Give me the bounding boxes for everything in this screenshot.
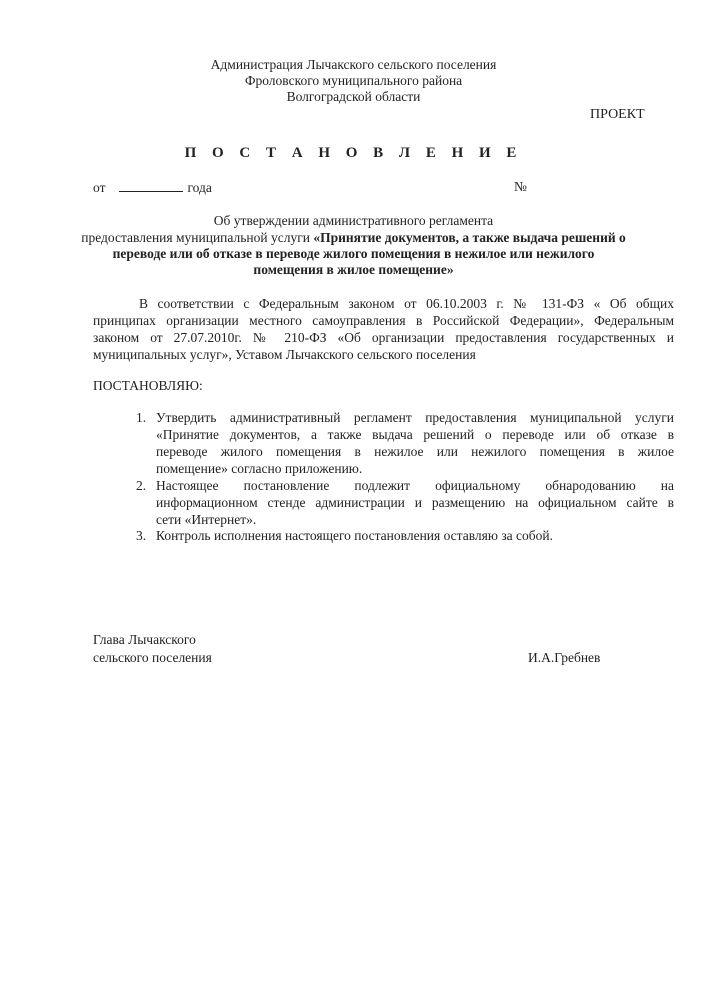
date-year: года: [187, 180, 212, 195]
document-title: П О С Т А Н О В Л Е Н И Е: [184, 145, 523, 161]
date-from: от: [93, 180, 106, 195]
item-line: сети «Интернет».: [156, 512, 257, 527]
subject-line: [0, 230, 707, 246]
item-line: информационном стенде администрации и размещению на официальном сайте в: [156, 495, 674, 510]
item-line: Утвердить административный регламент предоставления муниципальной услуги: [156, 410, 674, 425]
subject-line: помещения в жилое помещение»: [253, 262, 454, 277]
decree-heading: ПОСТАНОВЛЯЮ:: [93, 378, 203, 393]
item-line: Контроль исполнения настоящего постановления оставляю за собой.: [156, 528, 553, 543]
item-number: 3.: [136, 528, 147, 543]
item-line: переводе жилого помещения в нежилое или нежилого помещения в жилое: [156, 444, 674, 459]
header-line: Администрация Лычакского сельского поселения: [210, 57, 497, 72]
draft-label: ПРОЕКТ: [590, 107, 645, 122]
header-line: Волгоградской области: [286, 89, 421, 104]
date-blank: [119, 179, 183, 192]
preamble-line: муниципальных услуг», Уставом Лычакского сельского поселения: [93, 347, 476, 362]
subject-line: переводе или об отказе в переводе жилого помещения в нежилое или нежилого: [112, 246, 595, 261]
subject-text: предоставления муниципальной услуги: [81, 230, 314, 245]
preamble-line: В соответствии с Федеральным законом от 06.10.2003 г. № 131-ФЗ « Об общих: [139, 296, 674, 311]
item-number: 2.: [136, 478, 147, 493]
signature-position: Глава Лычакского: [93, 632, 196, 647]
date-line: [93, 179, 212, 196]
subject-bold: «Принятие документов, а также выдача решений о: [313, 230, 626, 245]
signature-name: И.А.Гребнев: [528, 650, 601, 665]
preamble-line: принципах организации местного самоуправления в Российской Федерации», Федеральным: [93, 313, 674, 328]
item-number: 1.: [136, 410, 147, 425]
item-line: «Принятие документов, а также выдача решений о переводе или об отказе в: [156, 427, 674, 442]
document-number: №: [514, 179, 527, 194]
item-line: помещение» согласно приложению.: [156, 461, 363, 476]
subject-line: Об утверждении административного регламента: [213, 213, 494, 228]
header-line: Фроловского муниципального района: [244, 73, 463, 88]
signature-position: сельского поселения: [93, 650, 212, 665]
item-line: Настоящее постановление подлежит официальному обнародованию на: [156, 478, 674, 493]
preamble-line: законом от 27.07.2010г. № 210-ФЗ «Об организации предоставления государственных и: [93, 330, 674, 345]
